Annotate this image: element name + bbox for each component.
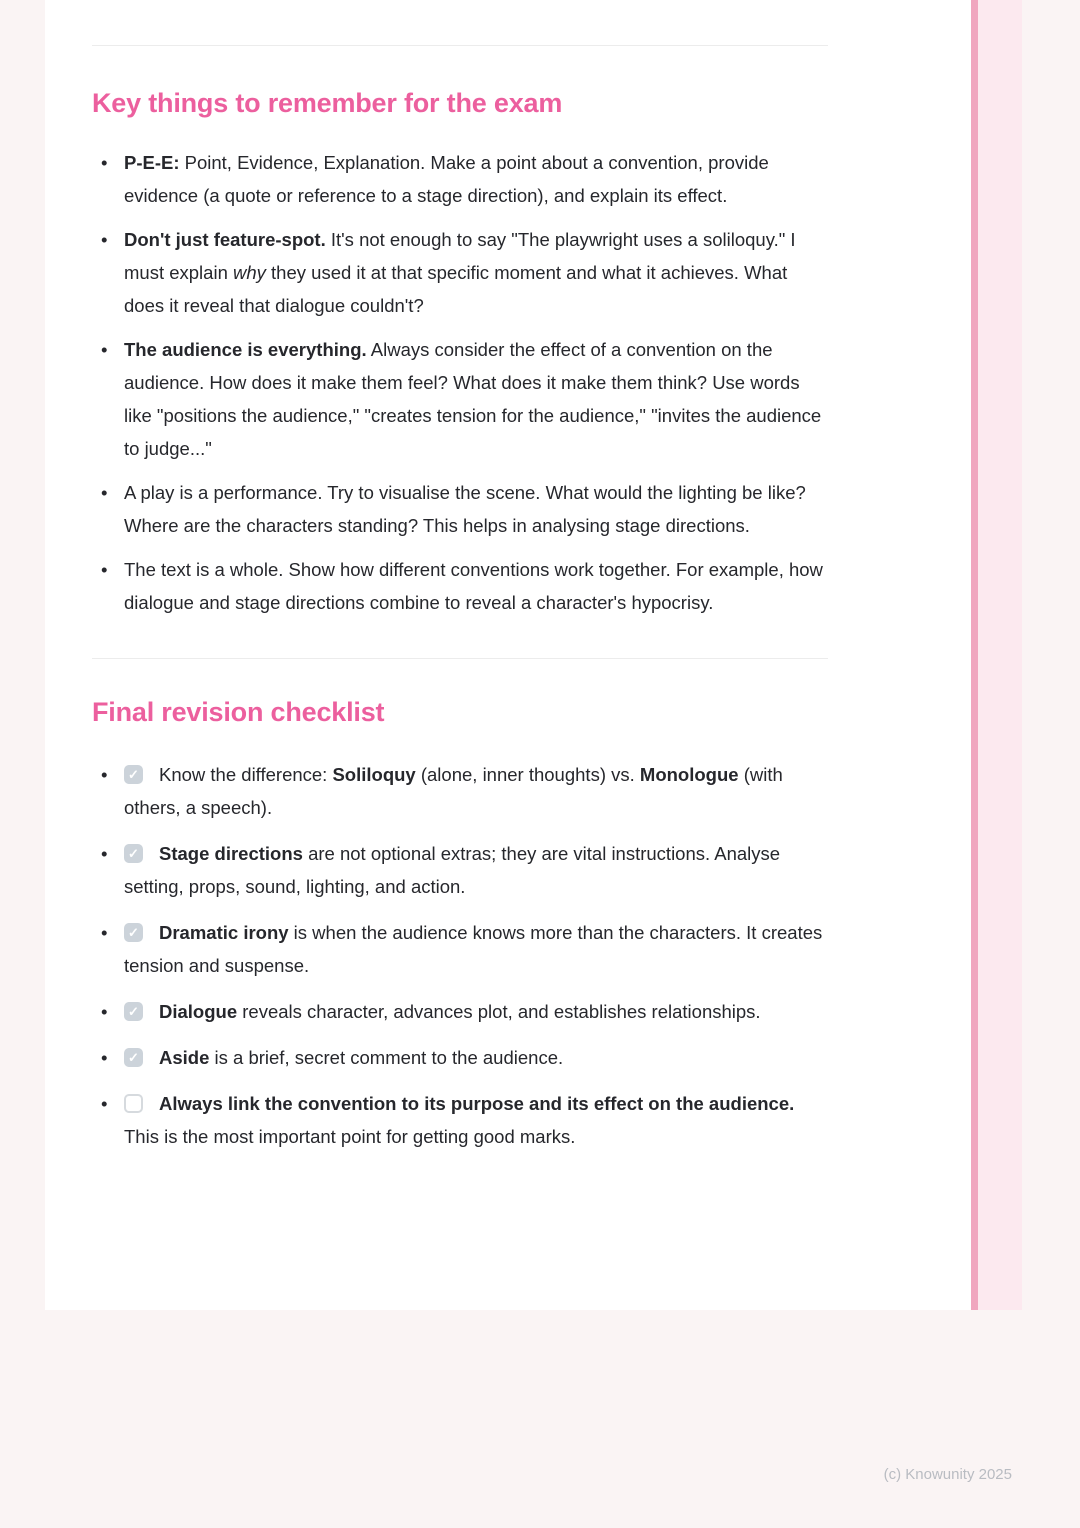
- text-segment: they used it at that specific moment and what it achieves. What does it reveal that dialogue couldn't?: [124, 262, 788, 316]
- checkbox-checked-icon[interactable]: [124, 844, 143, 863]
- text-segment: reveals character, advances plot, and establishes relationships.: [237, 1001, 761, 1022]
- list-item: [92, 146, 828, 212]
- section-heading-key-things: Key things to remember for the exam: [92, 88, 563, 118]
- top-divider: [92, 45, 828, 46]
- text-segment: Aside: [159, 1047, 210, 1068]
- text-segment: A play is a performance. Try to visualise the scene. What would the lighting be like? Where are the characters standing? This helps in analysing stage directions.: [124, 482, 806, 536]
- text-segment: Don't just feature-spot.: [124, 229, 326, 250]
- copyright-text: (c) Knowunity 2025: [883, 1466, 1012, 1483]
- document-card: [45, 0, 1022, 1310]
- checkbox-checked-icon[interactable]: [124, 923, 143, 942]
- checkbox-checked-icon[interactable]: [124, 1048, 143, 1067]
- key-things-list: [92, 146, 828, 619]
- text-segment: This is the most important point for getting good marks.: [124, 1126, 576, 1147]
- list-item: [92, 553, 828, 619]
- accent-stripe-line: [971, 0, 978, 1310]
- accent-stripe-band: [978, 0, 1022, 1310]
- text-segment: The audience is everything.: [124, 339, 367, 360]
- text-segment: Always consider the effect of a convention on the audience. How does it make them feel? What does it make them think? Use words like "positions the audience," "creates tension for the audience," "invites the audience to judge...": [124, 339, 822, 459]
- text-segment: Know the difference:: [159, 764, 333, 785]
- text-segment: is a brief, secret comment to the audience.: [209, 1047, 564, 1068]
- text-segment: Monologue: [639, 764, 739, 785]
- text-segment: are not optional extras; they are vital instructions. Analyse setting, props, sound, lighting, and action.: [124, 843, 781, 897]
- text-segment: P-E-E:: [124, 152, 180, 173]
- text-segment: Soliloquy: [332, 764, 416, 785]
- section-heading-checklist: Final revision checklist: [92, 697, 385, 727]
- list-item: [92, 476, 828, 542]
- text-segment: The text is a whole. Show how different conventions work together. For example, how dialogue and stage directions combine to reveal a character's hypocrisy.: [124, 559, 823, 613]
- section-divider: [92, 658, 828, 659]
- document-content: [92, 0, 828, 1166]
- checklist-item: [92, 995, 828, 1028]
- text-segment: Dialogue: [159, 1001, 238, 1022]
- checklist-item: [92, 1041, 828, 1074]
- list-item: [92, 223, 828, 322]
- final-checklist: [92, 758, 828, 1153]
- text-segment: (alone, inner thoughts) vs.: [415, 764, 640, 785]
- text-segment: is when the audience knows more than the characters. It creates tension and suspense.: [124, 922, 823, 976]
- text-segment: Dramatic irony: [159, 922, 289, 943]
- text-segment: Stage directions: [159, 843, 303, 864]
- checklist-item: [92, 758, 828, 824]
- checkbox-checked-icon[interactable]: [124, 765, 143, 784]
- text-segment: Point, Evidence, Explanation. Make a point about a convention, provide evidence (a quote or reference to a stage direction), and explain its effect.: [124, 152, 769, 206]
- text-segment: why: [233, 262, 266, 283]
- checklist-item: [92, 837, 828, 903]
- checklist-item: [92, 916, 828, 982]
- text-segment: It's not enough to say "The playwright uses a soliloquy." I must explain: [124, 229, 796, 283]
- checkbox-unchecked-icon[interactable]: [124, 1094, 143, 1113]
- checklist-item: [92, 1087, 828, 1153]
- text-segment: Always link the convention to its purpose and its effect on the audience.: [159, 1093, 795, 1114]
- checkbox-checked-icon[interactable]: [124, 1002, 143, 1021]
- text-segment: (with others, a speech).: [124, 764, 783, 818]
- list-item: [92, 333, 828, 465]
